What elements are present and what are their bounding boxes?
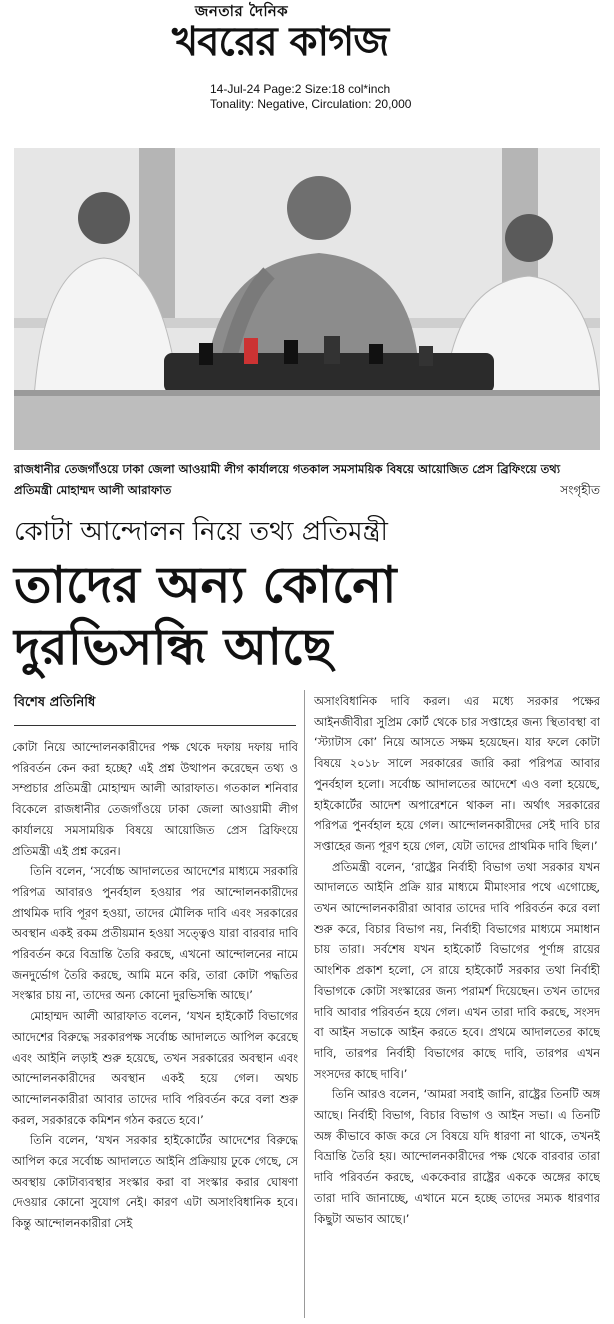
article-column-2 xyxy=(314,691,600,1322)
article-column-1 xyxy=(12,737,298,1322)
press-briefing-photo xyxy=(14,148,600,450)
press-briefing-illustration xyxy=(14,148,600,450)
paragraph: অসাংবিধানিক দাবি করল। এর মধ্যে সরকার পক্ষের আইনজীবীরা সুপ্রিম কোর্ট থেকে চার সপ্তাহের জন্য স্থিতাবস্থা বা ‘স্ট্যাটাস কো’ নিয়ে আসতে সক্ষম হয়েছেন। যার ফলে কোটা বিষয়ে ২০১৮ সালে সরকারের জারি করা পরিপত্র আবার পুনর্বহাল হলো। সর্বোচ্চ আদালতের আদেশে এও বলা হয়েছে, হাইকোর্টের আদেশ অপারেশনে থাকল না। অর্থাৎ সরকারের পরিপত্র পুনর্বহাল হয়ে গেল। আন্দোলনকারীদের সেই দাবি চার সপ্তাহের জন্য পূরণ হয়ে গেল, যেটা তাদের প্রাথমিক দাবি ছিল।’ xyxy=(314,694,600,853)
photo-caption: রাজধানীর তেজগাঁওয়ে ঢাকা জেলা আওয়ামী লীগ কার্যালয়ে গতকাল সমসাময়িক বিষয়ে আয়োজিত প্রেস ব্রিফিংয়ে তথ্য প্রতিমন্ত্রী মোহাম্মদ আলী আরাফাত xyxy=(14,462,561,497)
masthead-tagline: জনতার দৈনিক xyxy=(195,2,289,20)
paragraph: প্রতিমন্ত্রী বলেন, ‘রাষ্ট্রের নির্বাহী বিভাগ তথা সরকার যখন আদালতে আইনি প্রক্রি য়ার মাধ্যমে মীমাংসার পথে এগোচ্ছে, তখন আন্দোলনকারীরা আবার তাদের দাবি পরিবর্তন করে বলা শুরু করে, বিচার বিভাগ নয়, নির্বাহী বিভাগের মাধ্যমে সমাধান চায় তারা। সর্বশেষ যখন হাইকোর্ট বিভাগের পূর্ণাঙ্গ রায়ের আংশিক প্রকাশ হলো, সে রায়ে হাইকোর্ট সরকার তথা নির্বাহী বিভাগকে কোটা সংস্কারের জন্য পরামর্শ দিয়েছেন। তখন তাদের দাবি আবার পরিবর্তন হয়ে গেল। এখন তারা দাবি করছে, সংসদ বা আইন সভাকে আইন করতে হবে। প্রথমে আদালতের কাছে দাবি, তারপর নির্বাহী বিভাগের কাছে দাবি, তারপর এখন সংসদের কাছে দাবি।’ xyxy=(314,859,600,1081)
headline-line-2: দুরভিসন্ধি আছে xyxy=(14,618,333,676)
paragraph: কোটা নিয়ে আন্দোলনকারীদের পক্ষ থেকে দফায় দফায় দাবি পরিবর্তন কেন করা হচ্ছে? এই প্রশ্ন উত্থাপন করেছেন তথ্য ও সম্প্রচার প্রতিমন্ত্রী মোহাম্মদ আলী আরাফাত। গতকাল শনিবার বিকেলে রাজধানীর তেজগাঁওয়ে ঢাকা জেলা আওয়ামী লীগ কার্যালয়ে সমসাময়িক বিষয়ে আয়োজিত প্রেস ব্রিফিংয়ে প্রতিমন্ত্রী এই প্রশ্ন করেন। xyxy=(12,740,298,858)
paragraph: তিনি বলেন, ‘সর্বোচ্চ আদালতের আদেশের মাধ্যমে সরকারি পরিপত্র আবারও পুনর্বহাল হওয়ার পর আন্দোলনকারীদের প্রাথমিক দাবি পূরণ হওয়া, তাদের মৌলিক দাবি এবং সরকারের অবস্থান একই রকম প্রতীয়মান হওয়া সত্ত্বেও যারা বারবার দাবি পরিবর্তন করে বিভ্রান্তি তৈরি করছে, এখনো আন্দোলনের নামে জনদুর্ভোগ তৈরি করছে, আমি মনে করি, তারা কোটা পদ্ধতির সংস্কার চায় না, তাদের অন্য কোনো দুরভিসন্ধি আছে।’ xyxy=(12,864,298,1003)
paragraph: তিনি বলেন, ‘যখন সরকার হাইকোর্টের আদেশের বিরুদ্ধে আপিল করে সর্বোচ্চ আদালতে আইনি প্রক্রিয়ায় ঢুকে গেছে, সে অবস্থায় কোটাব্যবস্থার সংস্কার করা বা সংস্কার করার ঘোষণা দেওয়ার কোনো সুযোগ নেই। কারণ এটা অসাংবিধানিক হবে। কিন্তু আন্দোলনকারীরা সেই xyxy=(12,1133,298,1231)
article-headline xyxy=(14,554,600,678)
clip-meta-date: 14-Jul-24 Page:2 Size:18 col*inch xyxy=(210,82,391,96)
newspaper-name: খবরের কাগজ xyxy=(172,19,389,65)
byline-divider xyxy=(14,725,296,726)
article-kicker: কোটা আন্দোলন নিয়ে তথ্য প্রতিমন্ত্রী xyxy=(14,517,389,547)
paragraph: মোহাম্মদ আলী আরাফাত বলেন, ‘যখন হাইকোর্ট বিভাগের আদেশের বিরুদ্ধে সরকারপক্ষ সর্বোচ্চ আদালতে আপিল করেছে এবং আইনি লড়াই শুরু হয়েছে, তখন সরকারের অবস্থান এবং আন্দোলনকারীদের অবস্থান একই হয়ে গেল। অথচ আন্দোলনকারীরা আবার তাদের দাবি পরিবর্তন করে বলা শুরু করল, সরকারকে কমিশন গঠন করতে হবে।’ xyxy=(12,1009,298,1127)
headline-line-1: তাদের অন্য কোনো xyxy=(14,556,397,614)
photo-credit: সংগৃহীত xyxy=(560,483,600,497)
paragraph: তিনি আরও বলেন, ‘আমরা সবাই জানি, রাষ্ট্রের তিনটি অঙ্গ আছে। নির্বাহী বিভাগ, বিচার বিভাগ ও আইন সভা। এ তিনটি অঙ্গ কীভাবে কাজ করে সে বিষয়ে যদি ধারণা না থাকে, তখনই বিভ্রান্তি তৈরি হয়। আন্দোলনকারীদের পক্ষ থেকে বারবার তারা দাবি পরিবর্তন করছে, এককেবার রাষ্ট্রের এককে অঙ্গের কাছে তারা দাবি জানাচ্ছে, এখানে মনে হচ্ছে তাদের সম্যক ধারণার কিছুটা অভাব আছে।’ xyxy=(314,1087,600,1226)
clip-meta-tonality: Tonality: Negative, Circulation: 20,000 xyxy=(210,97,412,111)
article-byline: বিশেষ প্রতিনিধি xyxy=(14,695,96,710)
column-divider xyxy=(304,690,305,1318)
